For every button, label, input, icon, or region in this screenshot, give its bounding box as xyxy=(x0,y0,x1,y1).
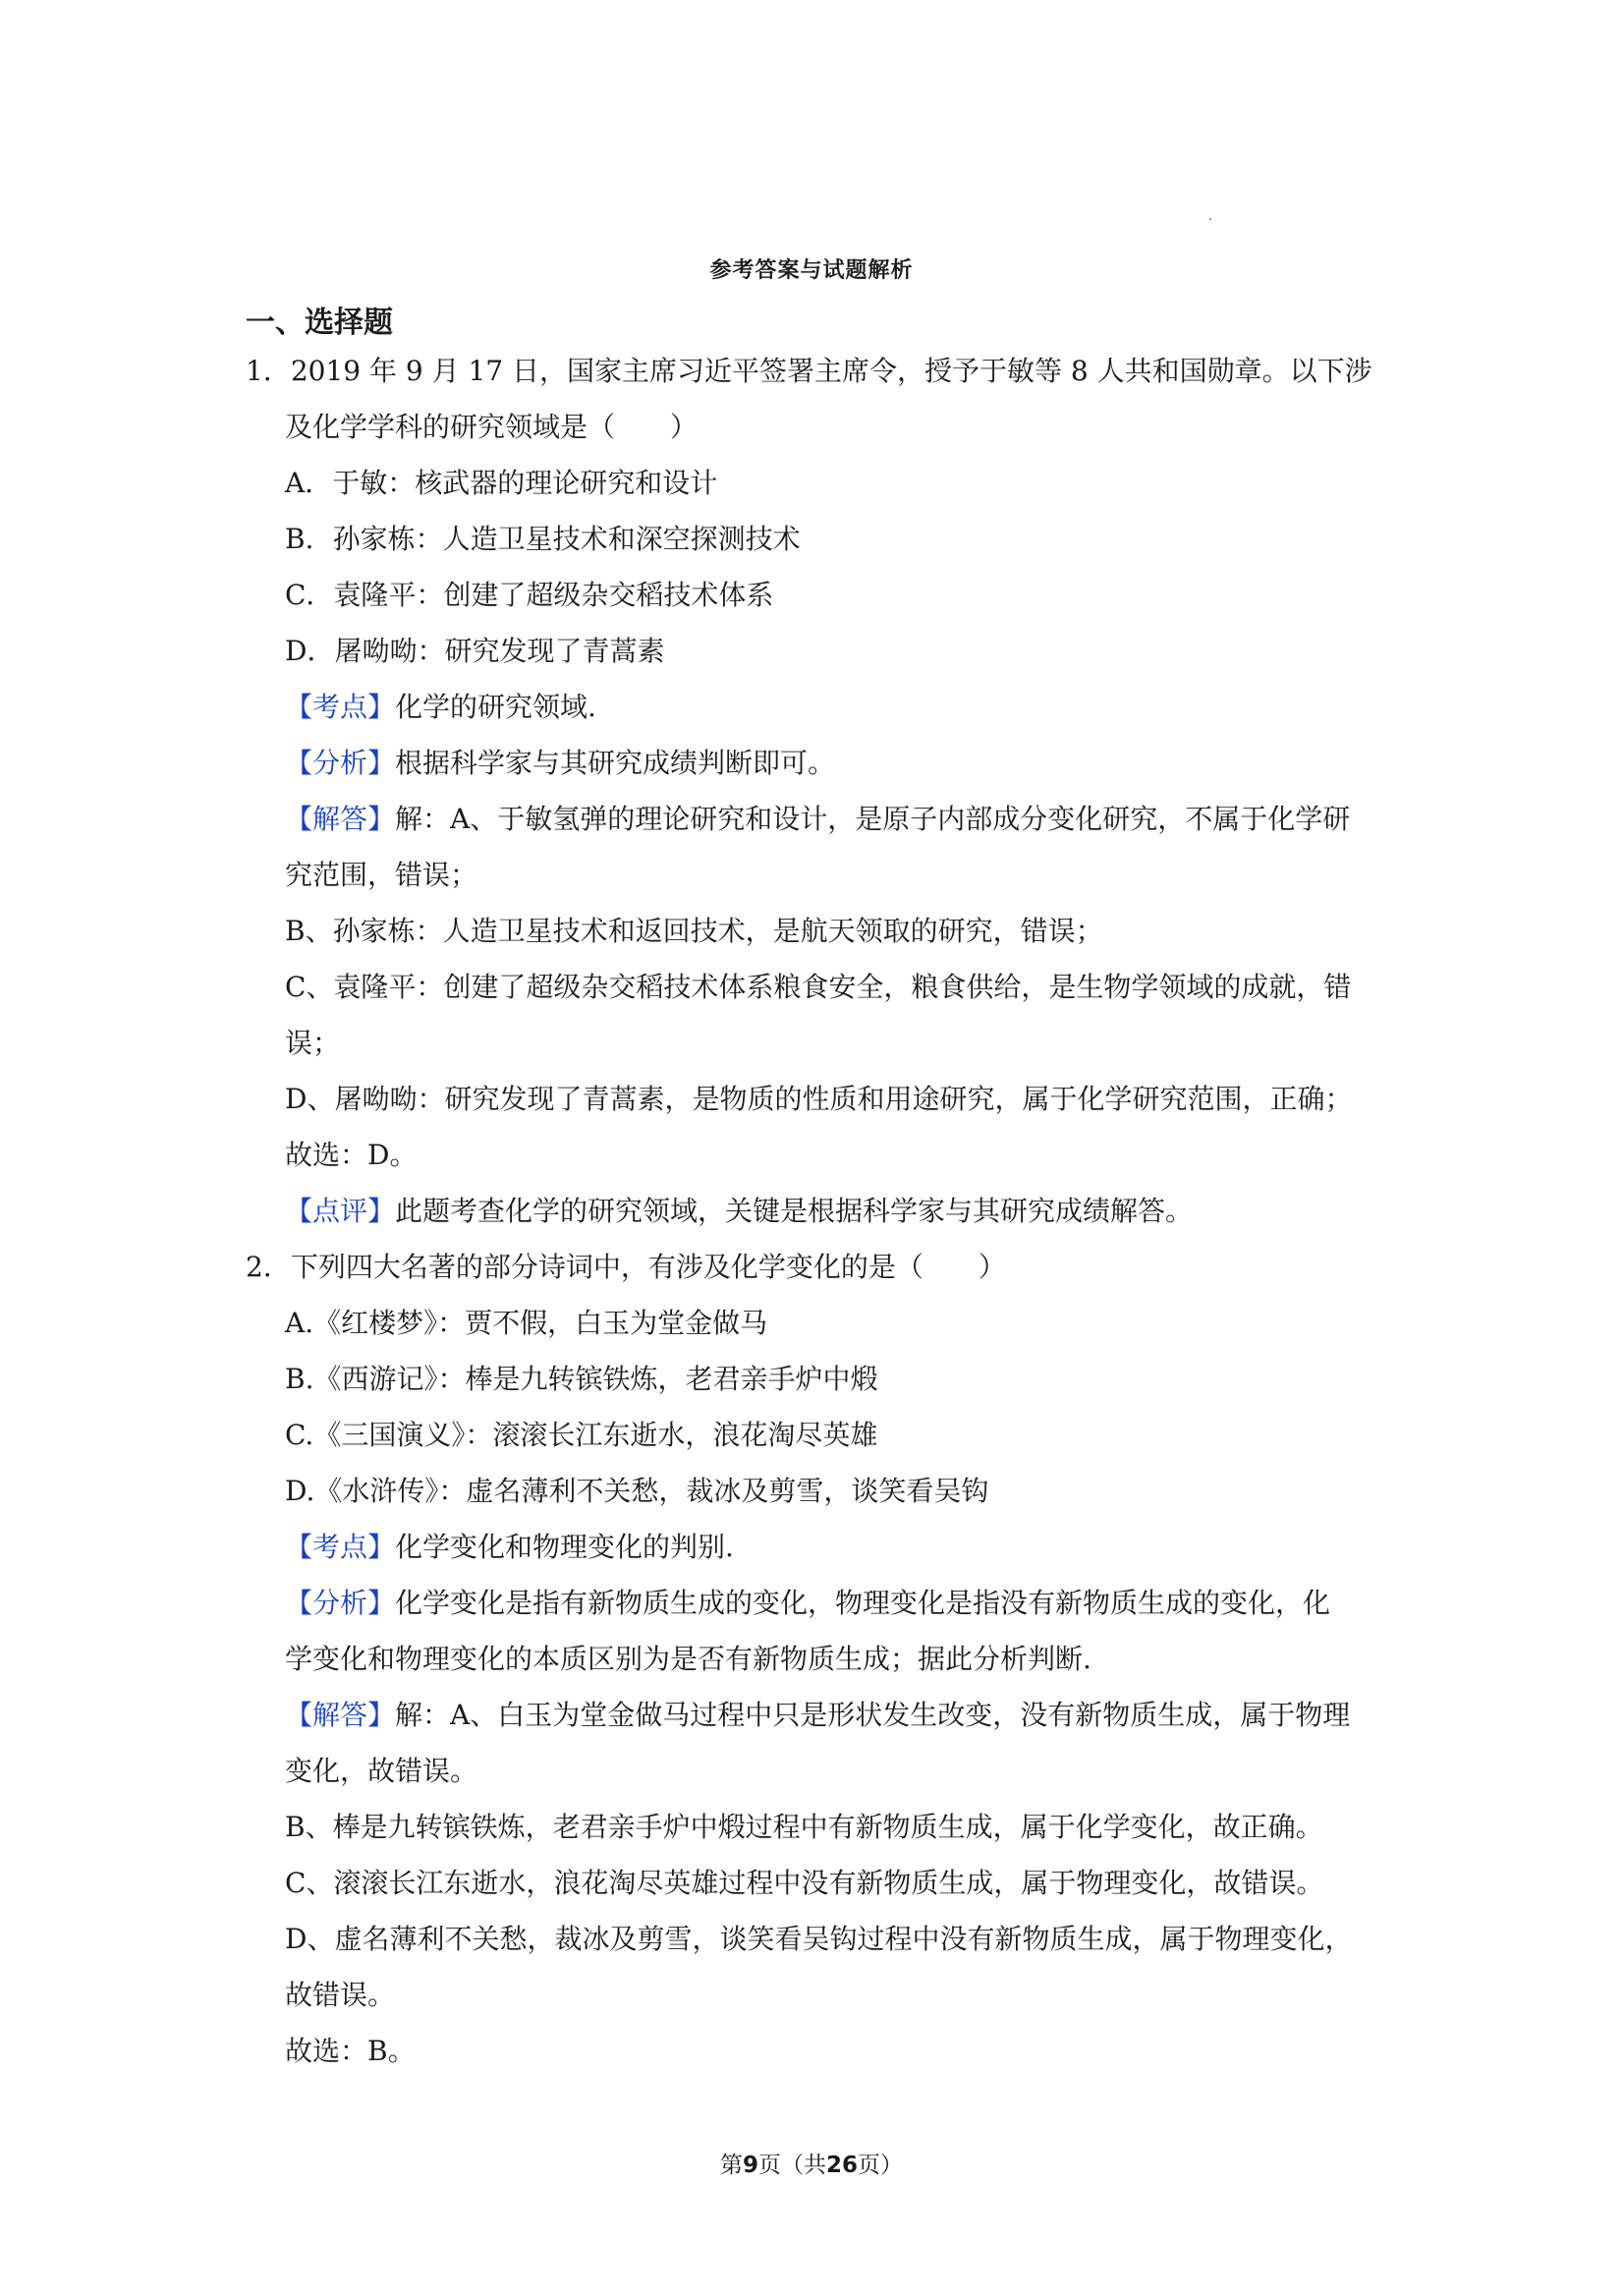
q1-jieda-line-7: 故选：D。 xyxy=(285,1139,418,1171)
q1-jieda-line-5: 误； xyxy=(285,1027,341,1059)
scan-speck xyxy=(1209,218,1211,220)
kaodian-tag: 【考点】 xyxy=(285,691,396,723)
fenxi-text: 化学变化是指有新物质生成的变化，物理变化是指没有新物质生成的变化，化 xyxy=(395,1587,1331,1619)
q2-jieda-line-7: 故选：B。 xyxy=(285,2035,416,2067)
q1-jieda-line-2: 究范围，错误； xyxy=(285,859,478,891)
dianping-tag: 【点评】 xyxy=(285,1195,396,1227)
q1-fenxi xyxy=(285,744,835,783)
q2-jieda-line-4: C、滚滚长江东逝水，浪花淘尽英雄过程中没有新物质生成，属于物理变化，故错误。 xyxy=(285,1867,1324,1899)
q2-option-b: B.《西游记》：棒是九转镔铁炼，老君亲手炉中煅 xyxy=(285,1363,878,1395)
fenxi-tag: 【分析】 xyxy=(285,1587,396,1619)
kaodian-text: 化学变化和物理变化的判别. xyxy=(395,1531,734,1563)
q2-kaodian xyxy=(285,1528,734,1567)
jieda-text: 解：A、白玉为堂金做马过程中只是形状发生改变，没有新物质生成，属于物理 xyxy=(395,1699,1351,1731)
q2-jieda-line-2: 变化，故错误。 xyxy=(285,1755,478,1787)
jieda-tag: 【解答】 xyxy=(285,1699,396,1731)
kaodian-tag: 【考点】 xyxy=(285,1531,396,1563)
q1-dianping xyxy=(285,1192,1193,1231)
fenxi-text: 根据科学家与其研究成绩判断即可。 xyxy=(395,747,836,779)
q2-option-c: C.《三国演义》：滚滚长江东逝水，浪花淘尽英雄 xyxy=(285,1419,878,1451)
q1-jieda-line-1 xyxy=(285,800,1350,839)
q1-kaodian xyxy=(285,688,596,727)
q2-jieda-line-5: D、虚名薄利不关愁，裁冰及剪雪，谈笑看吴钩过程中没有新物质生成，属于物理变化， xyxy=(285,1923,1353,1955)
q2-fenxi-line-1 xyxy=(285,1584,1330,1623)
q2-option-a: A.《红楼梦》：贾不假，白玉为堂金做马 xyxy=(285,1307,768,1339)
dianping-text: 此题考查化学的研究领域，关键是根据科学家与其研究成绩解答。 xyxy=(395,1195,1194,1227)
q2-stem-line-1: 2．下列四大名著的部分诗词中，有涉及化学变化的是（ ） xyxy=(246,1251,1006,1283)
q1-option-a: A．于敏：核武器的理论研究和设计 xyxy=(285,467,718,499)
q1-jieda-line-6: D、屠呦呦：研究发现了青蒿素，是物质的性质和用途研究，属于化学研究范围，正确； xyxy=(285,1083,1353,1115)
q2-fenxi-line-2: 学变化和物理变化的本质区别为是否有新物质生成；据此分析判断. xyxy=(285,1643,1091,1675)
q2-jieda-line-1 xyxy=(285,1696,1350,1735)
q1-stem-line-1: 1．2019 年 9 月 17 日，国家主席习近平签署主席令，授予于敏等 8 人共和国勋章。以下涉 xyxy=(246,355,1372,387)
footer-pre: 第 xyxy=(719,2153,743,2178)
q1-option-c: C．袁隆平：创建了超级杂交稻技术体系 xyxy=(285,579,774,611)
q1-option-b: B．孙家栋：人造卫星技术和深空探测技术 xyxy=(285,523,801,555)
section-title: 一、选择题 xyxy=(246,306,393,340)
q1-stem-line-2: 及化学学科的研究领域是（ ） xyxy=(285,411,699,443)
jieda-text: 解：A、于敏氢弹的理论研究和设计，是原子内部成分变化研究，不属于化学研 xyxy=(395,803,1351,835)
jieda-tag: 【解答】 xyxy=(285,803,396,835)
footer-mid: 页（共 xyxy=(758,2153,826,2178)
q2-option-d: D.《水浒传》：虚名薄利不关愁，裁冰及剪雪，谈笑看吴钩 xyxy=(285,1475,989,1507)
q1-jieda-line-3: B、孙家栋：人造卫星技术和返回技术，是航天领取的研究，错误； xyxy=(285,915,1103,947)
footer-post: 页） xyxy=(858,2153,904,2178)
q2-jieda-line-6: 故错误。 xyxy=(285,1979,396,2011)
footer-total-pages: 26 xyxy=(826,2153,859,2178)
page-footer xyxy=(0,2147,1623,2179)
kaodian-text: 化学的研究领域. xyxy=(395,691,596,723)
page-title: 参考答案与试题解析 xyxy=(709,258,914,283)
q1-option-d: D．屠呦呦：研究发现了青蒿素 xyxy=(285,635,665,667)
footer-page-number: 9 xyxy=(742,2153,758,2178)
q1-jieda-line-4: C、袁隆平：创建了超级杂交稻技术体系粮食安全，粮食供给，是生物学领域的成就，错 xyxy=(285,971,1352,1003)
q2-jieda-line-3: B、棒是九转镔铁炼，老君亲手炉中煅过程中有新物质生成，属于化学变化，故正确。 xyxy=(285,1811,1323,1843)
fenxi-tag: 【分析】 xyxy=(285,747,396,779)
